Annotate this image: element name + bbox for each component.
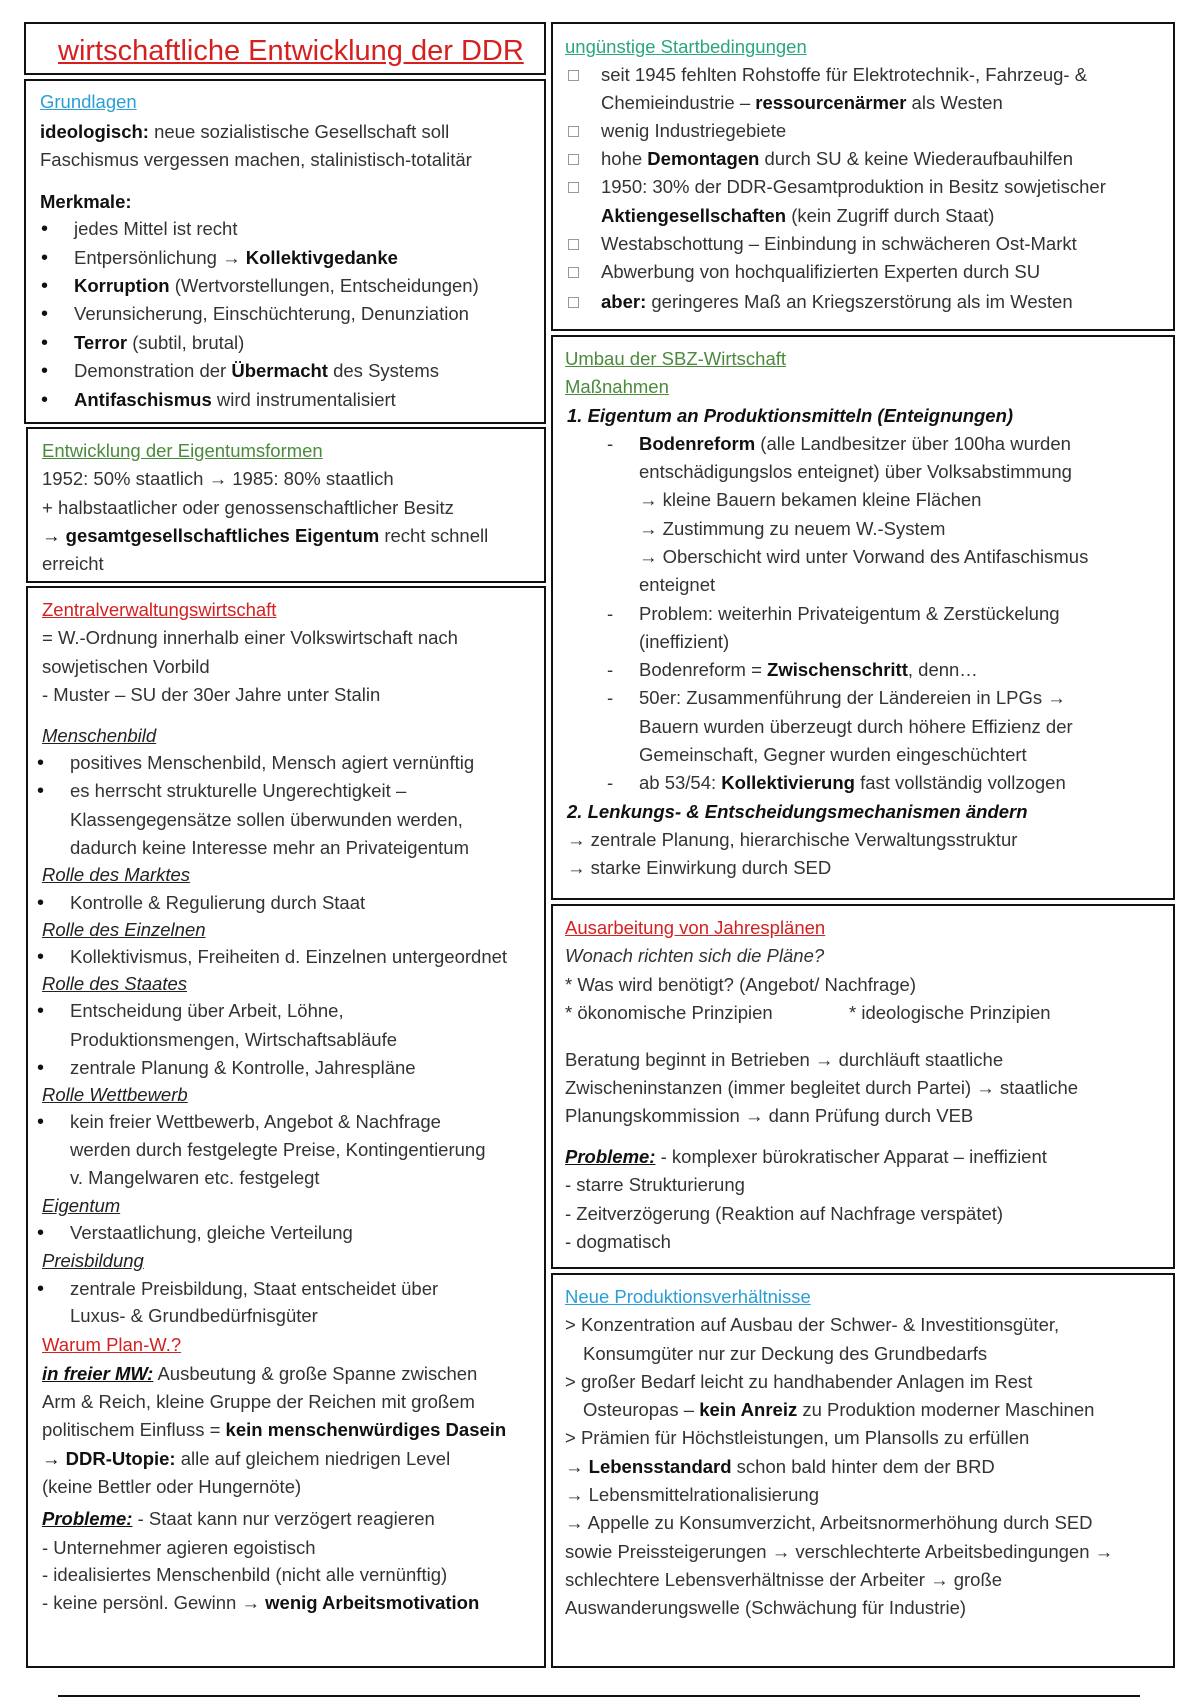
list-item: • Verstaatlichung, gleiche Verteilung [70, 1222, 353, 1244]
startbedingungen-heading: ungünstige Startbedingungen [565, 36, 807, 57]
umbau-section [551, 335, 1175, 900]
list-item: • Entpersönlichung → Kollektivgedanke [74, 247, 398, 269]
startbedingungen-section [551, 22, 1175, 331]
text-line: - idealisiertes Menschenbild (nicht alle vernünftig) [42, 1564, 448, 1585]
page-title: wirtschaftliche Entwicklung der DDR [58, 35, 524, 67]
list-item: • zentrale Planung & Kontrolle, Jahrespläne [70, 1057, 416, 1079]
text-line: - dogmatisch [565, 1231, 671, 1252]
merkmale-label: Merkmale: [40, 191, 132, 212]
umbau-heading: Umbau der SBZ-Wirtschaft [565, 348, 787, 369]
warum-heading: Warum Plan-W.? [42, 1334, 182, 1355]
jahresplaene-section [551, 904, 1175, 1269]
text-line: politischem Einfluss = kein menschenwürdiges Dasein [42, 1419, 507, 1440]
text-line: * Was wird benötigt? (Angebot/ Nachfrage) [565, 974, 916, 995]
jahresplaene-heading: Ausarbeitung von Jahresplänen [565, 917, 826, 938]
neue-produktion-section [551, 1273, 1175, 1668]
eigentumsformen-heading: Entwicklung der Eigentumsformen [42, 440, 323, 461]
text-line: → kleine Bauern bekamen kleine Flächen [639, 489, 982, 510]
text-line: → Lebensstandard schon bald hinter dem der BRD [565, 1456, 995, 1477]
text-line: Probleme: - komplexer bürokratischer Apparat – ineffizient [565, 1146, 1047, 1167]
list-item: - 50er: Zusammenführung der Ländereien in LPGs → [639, 687, 1066, 709]
text-line: > großer Bedarf leicht zu handhabender Anlagen im Rest [565, 1371, 1033, 1392]
text-line: → zentrale Planung, hierarchische Verwaltungsstruktur [567, 829, 1018, 850]
list-item: • zentrale Preisbildung, Staat entscheidet über [70, 1278, 438, 1300]
neue-produktion-heading: Neue Produktionsverhältnisse [565, 1286, 811, 1307]
text-line: Aktiengesellschaften (kein Zugriff durch Staat) [601, 205, 995, 226]
text-line: - Unternehmer agieren egoistisch [42, 1537, 316, 1558]
text-line: 1952: 50% staatlich → 1985: 80% staatlich [42, 468, 394, 489]
subheading: 1. Eigentum an Produktionsmitteln (Enteignungen) [567, 405, 1014, 426]
text-line: → gesamtgesellschaftliches Eigentum recht schnell [42, 525, 489, 546]
list-item: - Bodenreform (alle Landbesitzer über 100ha wurden [639, 433, 1071, 455]
subheading: 2. Lenkungs- & Entscheidungsmechanismen ändern [567, 801, 1028, 822]
text-line: v. Mangelwaren etc. festgelegt [70, 1167, 320, 1188]
text-line: Zwischeninstanzen (immer begleitet durch Partei) → staatliche [565, 1077, 1079, 1098]
text-line: → Oberschicht wird unter Vorwand des Antifaschismus [639, 546, 1089, 567]
grundlagen-heading: Grundlagen [40, 91, 137, 112]
text-line: Luxus- & Grundbedürfnisgüter [70, 1305, 318, 1326]
list-item: - ab 53/54: Kollektivierung fast vollständig vollzogen [639, 772, 1066, 794]
text-line: (keine Bettler oder Hungernöte) [42, 1476, 302, 1497]
subheading: Rolle des Staates [42, 973, 188, 994]
text-line: entschädigungslos enteignet) über Volksabstimmung [639, 461, 1072, 482]
eigentumsformen-section [26, 427, 546, 583]
text-line: enteignet [639, 574, 716, 595]
text-line: Produktionsmengen, Wirtschaftsabläufe [70, 1029, 398, 1050]
text-line: = W.-Ordnung innerhalb einer Volkswirtschaft nach [42, 627, 458, 648]
text-line: - keine persönl. Gewinn → wenig Arbeitsmotivation [42, 1592, 480, 1613]
list-item: wenig Industriegebiete [601, 120, 787, 141]
list-item: 1950: 30% der DDR-Gesamtproduktion in Besitz sowjetischer [601, 176, 1106, 197]
massnahmen-subheading: Maßnahmen [565, 376, 669, 397]
text-line: erreicht [42, 553, 104, 574]
text-line: Chemieindustrie – ressourcenärmer als Westen [601, 92, 1003, 113]
list-item: - Problem: weiterhin Privateigentum & Zerstückelung [639, 603, 1060, 625]
list-item: • Kontrolle & Regulierung durch Staat [70, 892, 365, 914]
text-line: Probleme: - Staat kann nur verzögert reagieren [42, 1508, 435, 1529]
text-line: Konsumgüter nur zur Deckung des Grundbedarfs [583, 1343, 988, 1364]
list-item: seit 1945 fehlten Rohstoffe für Elektrotechnik-, Fahrzeug- & [601, 64, 1088, 85]
bottom-divider [58, 1695, 1140, 1697]
list-item: • Korruption (Wertvorstellungen, Entscheidungen) [74, 275, 479, 297]
text-line: Auswanderungswelle (Schwächung für Industrie) [565, 1597, 967, 1618]
grundlagen-section [24, 79, 546, 424]
text-line: - starre Strukturierung [565, 1174, 745, 1195]
text-line: sowie Preissteigerungen → verschlechterte Arbeitsbedingungen → [565, 1541, 1114, 1562]
text-line: Planungskommission → dann Prüfung durch VEB [565, 1105, 974, 1126]
text-line: schlechtere Lebensverhältnisse der Arbeiter → große [565, 1569, 1003, 1590]
text-line: (ineffizient) [639, 631, 730, 652]
zvw-section [26, 586, 546, 1668]
text-line: Arm & Reich, kleine Gruppe der Reichen mit großem [42, 1391, 475, 1412]
text-line: dadurch keine Interesse mehr an Privateigentum [70, 837, 469, 858]
subheading: Preisbildung [42, 1250, 144, 1271]
text-line: Beratung beginnt in Betrieben → durchläuft staatliche [565, 1049, 1004, 1070]
list-item: • Verunsicherung, Einschüchterung, Denunziation [74, 303, 469, 325]
list-item: Westabschottung – Einbindung in schwächeren Ost-Markt [601, 233, 1077, 254]
list-item: • Terror (subtil, brutal) [74, 332, 244, 354]
ideologisch-line-2: Faschismus vergessen machen, stalinistisch-totalitär [40, 149, 472, 170]
text-line: → Lebensmittelrationalisierung [565, 1484, 819, 1505]
text-line: → Appelle zu Konsumverzicht, Arbeitsnormerhöhung durch SED [565, 1512, 1093, 1533]
subheading: Rolle Wettbewerb [42, 1084, 188, 1105]
text-line: Osteuropas – kein Anreiz zu Produktion moderner Maschinen [583, 1399, 1095, 1420]
text-line: → DDR-Utopie: alle auf gleichem niedrigen Level [42, 1448, 451, 1469]
title-box [24, 22, 546, 75]
subheading: Rolle des Einzelnen [42, 919, 206, 940]
text-line: * ökonomische Prinzipien [565, 1002, 773, 1023]
text-line: * ideologische Prinzipien [849, 1002, 1051, 1023]
text-line: Klassengegensätze sollen überwunden werden, [70, 809, 463, 830]
list-item: - Bodenreform = Zwischenschritt, denn… [639, 659, 978, 681]
list-item: Abwerbung von hochqualifizierten Experten durch SU [601, 261, 1041, 282]
text-line: → Zustimmung zu neuem W.-System [639, 518, 946, 539]
list-item: • positives Menschenbild, Mensch agiert vernünftig [70, 752, 474, 774]
question: Wonach richten sich die Pläne? [565, 945, 825, 966]
text-line: > Konzentration auf Ausbau der Schwer- & Investitionsgüter, [565, 1314, 1060, 1335]
text-line: in freier MW: Ausbeutung & große Spanne zwischen [42, 1363, 478, 1384]
text-line: - Zeitverzögerung (Reaktion auf Nachfrage verspätet) [565, 1203, 1004, 1224]
list-item: hohe Demontagen durch SU & keine Wiederaufbauhilfen [601, 148, 1073, 169]
text-line: Gemeinschaft, Gegner wurden eingeschüchtert [639, 744, 1027, 765]
list-item: • Antifaschismus wird instrumentalisiert [74, 389, 396, 411]
list-item: • jedes Mittel ist recht [74, 218, 237, 240]
text-line: Bauern wurden überzeugt durch höhere Effizienz der [639, 716, 1073, 737]
text-line: + halbstaatlicher oder genossenschaftlicher Besitz [42, 497, 454, 518]
list-item: • Kollektivismus, Freiheiten d. Einzelnen untergeordnet [70, 946, 507, 968]
ideologisch-line: ideologisch: neue sozialistische Gesellschaft soll [40, 121, 450, 142]
list-item: aber: geringeres Maß an Kriegszerstörung als im Westen [601, 291, 1073, 312]
text-line: > Prämien für Höchstleistungen, um Plansolls zu erfüllen [565, 1427, 1030, 1448]
text-line: - Muster – SU der 30er Jahre unter Stalin [42, 684, 381, 705]
zvw-heading: Zentralverwaltungswirtschaft [42, 599, 277, 620]
subheading: Menschenbild [42, 725, 157, 746]
subheading: Eigentum [42, 1195, 121, 1216]
list-item: • Entscheidung über Arbeit, Löhne, [70, 1000, 344, 1022]
text-line: → starke Einwirkung durch SED [567, 857, 832, 878]
text-line: werden durch festgelegte Preise, Kontingentierung [70, 1139, 486, 1160]
text-line: sowjetischen Vorbild [42, 656, 210, 677]
list-item: • es herrscht strukturelle Ungerechtigkeit – [70, 780, 406, 802]
subheading: Rolle des Marktes [42, 864, 191, 885]
list-item: • Demonstration der Übermacht des Systems [74, 360, 439, 382]
list-item: • kein freier Wettbewerb, Angebot & Nachfrage [70, 1111, 441, 1133]
